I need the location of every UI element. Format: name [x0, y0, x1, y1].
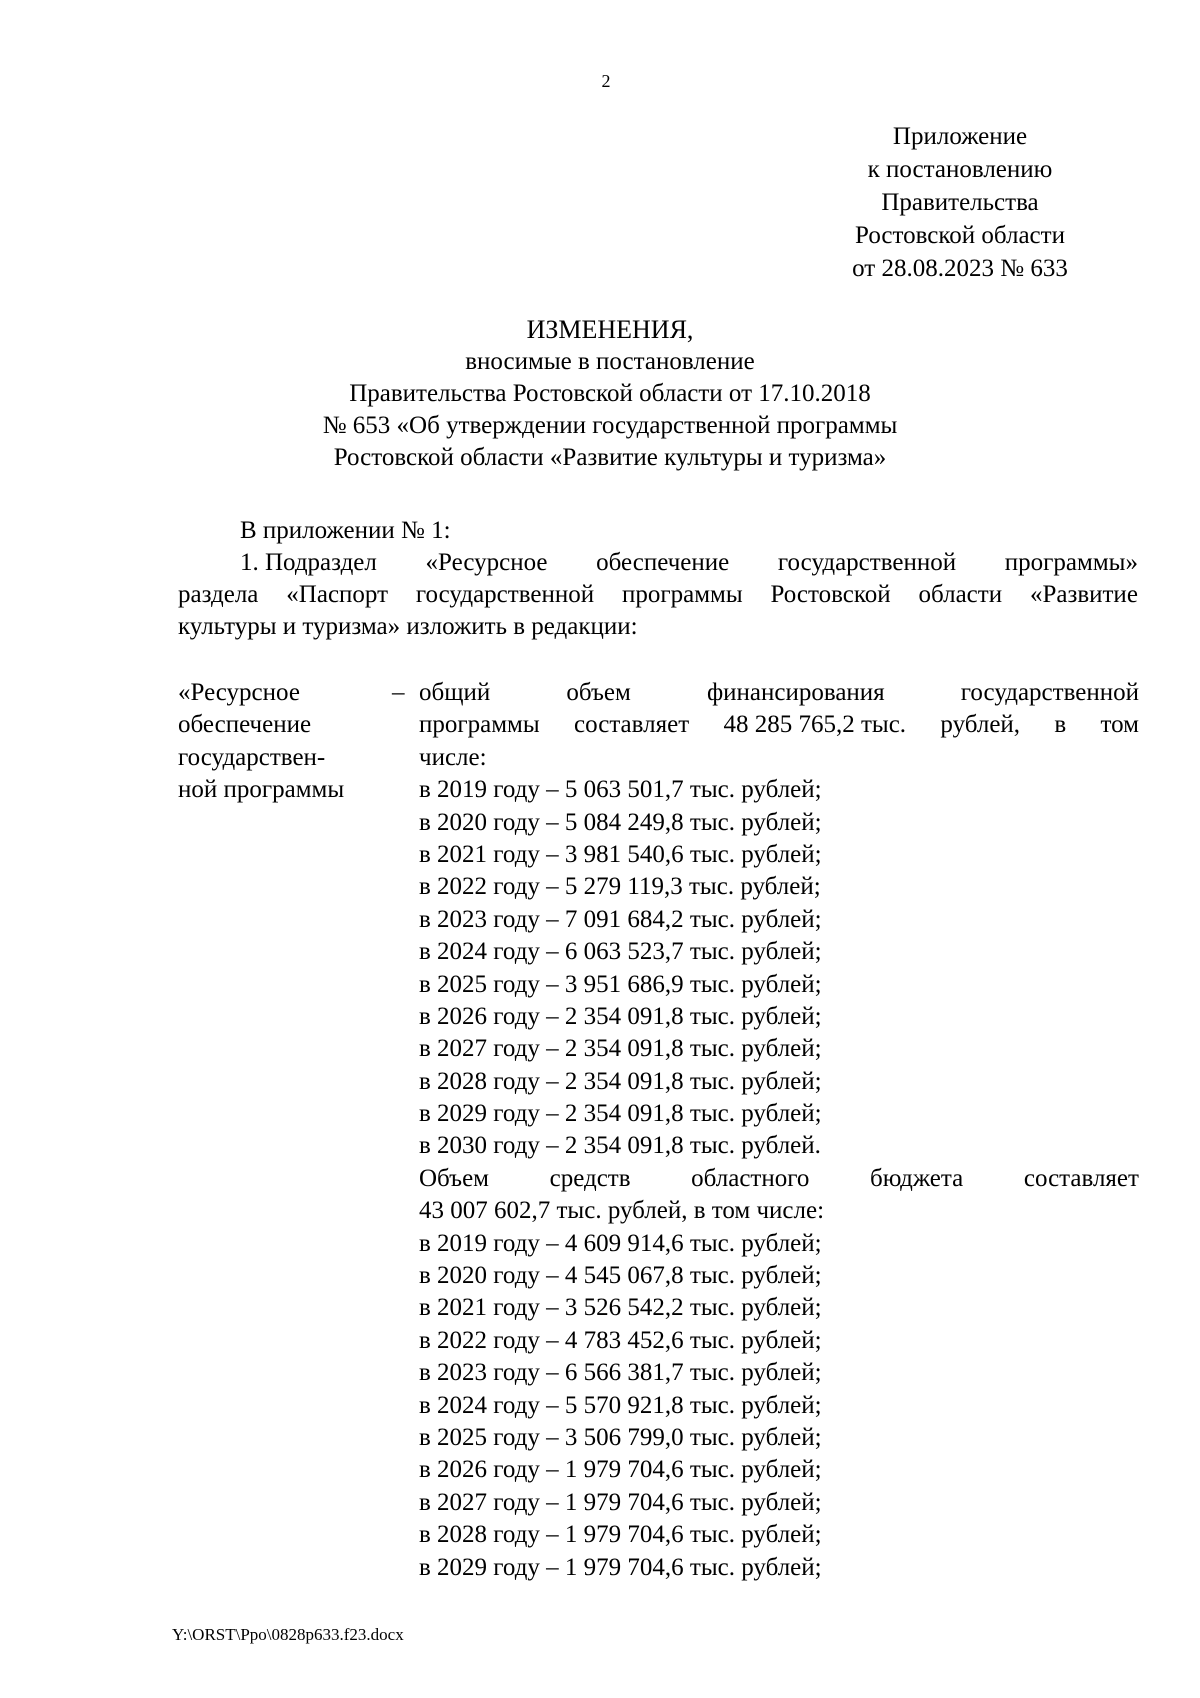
intro-line: культуры и туризма» изложить в редакции:	[178, 613, 638, 640]
word: Ростовской	[770, 581, 891, 608]
word: программы	[621, 581, 743, 608]
passport-value	[419, 677, 1139, 1584]
word: государственной	[777, 549, 957, 576]
regional-year-line: в 2027 году – 1 979 704,6 тыс. рублей;	[419, 1488, 822, 1516]
total-year-line: в 2025 году – 3 951 686,9 тыс. рублей;	[419, 970, 822, 998]
passport-label	[178, 677, 378, 807]
total-year-line: в 2026 году – 2 354 091,8 тыс. рублей;	[419, 1002, 822, 1030]
word: составляет	[574, 711, 690, 739]
word: общий	[419, 679, 491, 706]
passport-dash: –	[392, 679, 405, 706]
regional-year-line: в 2023 году – 6 566 381,7 тыс. рублей;	[419, 1359, 822, 1387]
total-year-line: в 2027 году – 2 354 091,8 тыс. рублей;	[419, 1035, 822, 1063]
footer-file-path: Y:\ORST\Ppo\0828p633.f23.docx	[172, 1625, 404, 1644]
label-line: обеспечение	[178, 711, 312, 739]
intro-line	[240, 547, 1138, 579]
title-line: Ростовской области «Развитие культуры и туризма»	[333, 444, 887, 471]
label-line: «Ресурсное	[178, 679, 300, 706]
appendix-line: Приложение	[892, 123, 1028, 150]
appendix-line: к постановлению	[867, 156, 1053, 183]
total-year-line: в 2029 году – 2 354 091,8 тыс. рублей;	[419, 1100, 822, 1128]
regional-year-line: в 2029 году – 1 979 704,6 тыс. рублей;	[419, 1553, 822, 1581]
total-line: числе:	[419, 743, 487, 771]
word: государственной	[415, 581, 595, 608]
document-title	[230, 314, 990, 474]
regional-year-line: в 2022 году – 4 783 452,6 тыс. рублей;	[419, 1326, 822, 1354]
word: Объем	[419, 1164, 489, 1192]
regional-year-line: в 2026 году – 1 979 704,6 тыс. рублей;	[419, 1456, 822, 1484]
word: средств	[549, 1164, 631, 1192]
label-line: ной программы	[178, 776, 345, 804]
appendix-header	[820, 120, 1100, 285]
title-line: Правительства Ростовской области от 17.10.2018	[349, 380, 871, 407]
word: обеспечение	[596, 549, 730, 576]
label-line: государствен-	[178, 743, 326, 771]
total-year-line: в 2024 году – 6 063 523,7 тыс. рублей;	[419, 938, 822, 966]
word: том	[1100, 711, 1139, 739]
appendix-line: Ростовской области	[855, 222, 1065, 249]
regional-line: 43 007 602,7 тыс. рублей, в том числе:	[419, 1197, 825, 1225]
total-year-line: в 2019 году – 5 063 501,7 тыс. рублей;	[419, 776, 822, 804]
total-year-line: в 2023 году – 7 091 684,2 тыс. рублей;	[419, 905, 822, 933]
regional-year-line: в 2024 году – 5 570 921,8 тыс. рублей;	[419, 1391, 822, 1419]
regional-year-line: в 2025 году – 3 506 799,0 тыс. рублей;	[419, 1423, 822, 1451]
word: области	[918, 581, 1003, 608]
word: программы»	[1004, 549, 1138, 576]
regional-year-line: в 2028 году – 1 979 704,6 тыс. рублей;	[419, 1521, 822, 1549]
word: бюджета	[870, 1164, 964, 1192]
word: «Развитие	[1029, 581, 1138, 608]
page-number: 2	[601, 71, 611, 91]
regional-year-line: в 2019 году – 4 609 914,6 тыс. рублей;	[419, 1229, 822, 1257]
regional-year-line: в 2020 году – 4 545 067,8 тыс. рублей;	[419, 1262, 822, 1290]
total-line	[419, 709, 1139, 741]
word: 1. Подраздел	[240, 549, 377, 576]
word: финансирования	[706, 679, 885, 706]
appendix-line: Правительства	[881, 189, 1039, 216]
word: областного	[691, 1164, 810, 1192]
word: рублей,	[940, 711, 1021, 739]
word: программы	[419, 711, 540, 739]
title-line: вносимые в постановление	[465, 348, 755, 375]
total-year-line: в 2028 году – 2 354 091,8 тыс. рублей;	[419, 1067, 822, 1095]
total-year-line: в 2020 году – 5 084 249,8 тыс. рублей;	[419, 808, 822, 836]
intro-line	[178, 579, 1138, 611]
total-line	[419, 677, 1139, 709]
title-line: № 653 «Об утверждении государственной программы	[322, 412, 898, 439]
word: «Ресурсное	[425, 549, 548, 576]
word: в	[1054, 711, 1067, 739]
word: раздела	[178, 581, 259, 608]
total-year-line: в 2021 году – 3 981 540,6 тыс. рублей;	[419, 840, 822, 868]
appendix-line: от 28.08.2023 № 633	[852, 255, 1068, 282]
intro-line: В приложении № 1:	[240, 517, 451, 544]
regional-year-line: в 2021 году – 3 526 542,2 тыс. рублей;	[419, 1294, 822, 1322]
total-year-line: в 2022 году – 5 279 119,3 тыс. рублей;	[419, 873, 821, 901]
word: «Паспорт	[286, 581, 389, 608]
word: 48 285 765,2 тыс.	[723, 711, 907, 739]
total-year-line: в 2030 году – 2 354 091,8 тыс. рублей.	[419, 1132, 821, 1160]
word: государственной	[960, 679, 1139, 706]
regional-line	[419, 1163, 1139, 1195]
word: объем	[566, 679, 631, 706]
word: составляет	[1023, 1164, 1139, 1192]
title-heading: ИЗМЕНЕНИЯ,	[526, 315, 694, 344]
